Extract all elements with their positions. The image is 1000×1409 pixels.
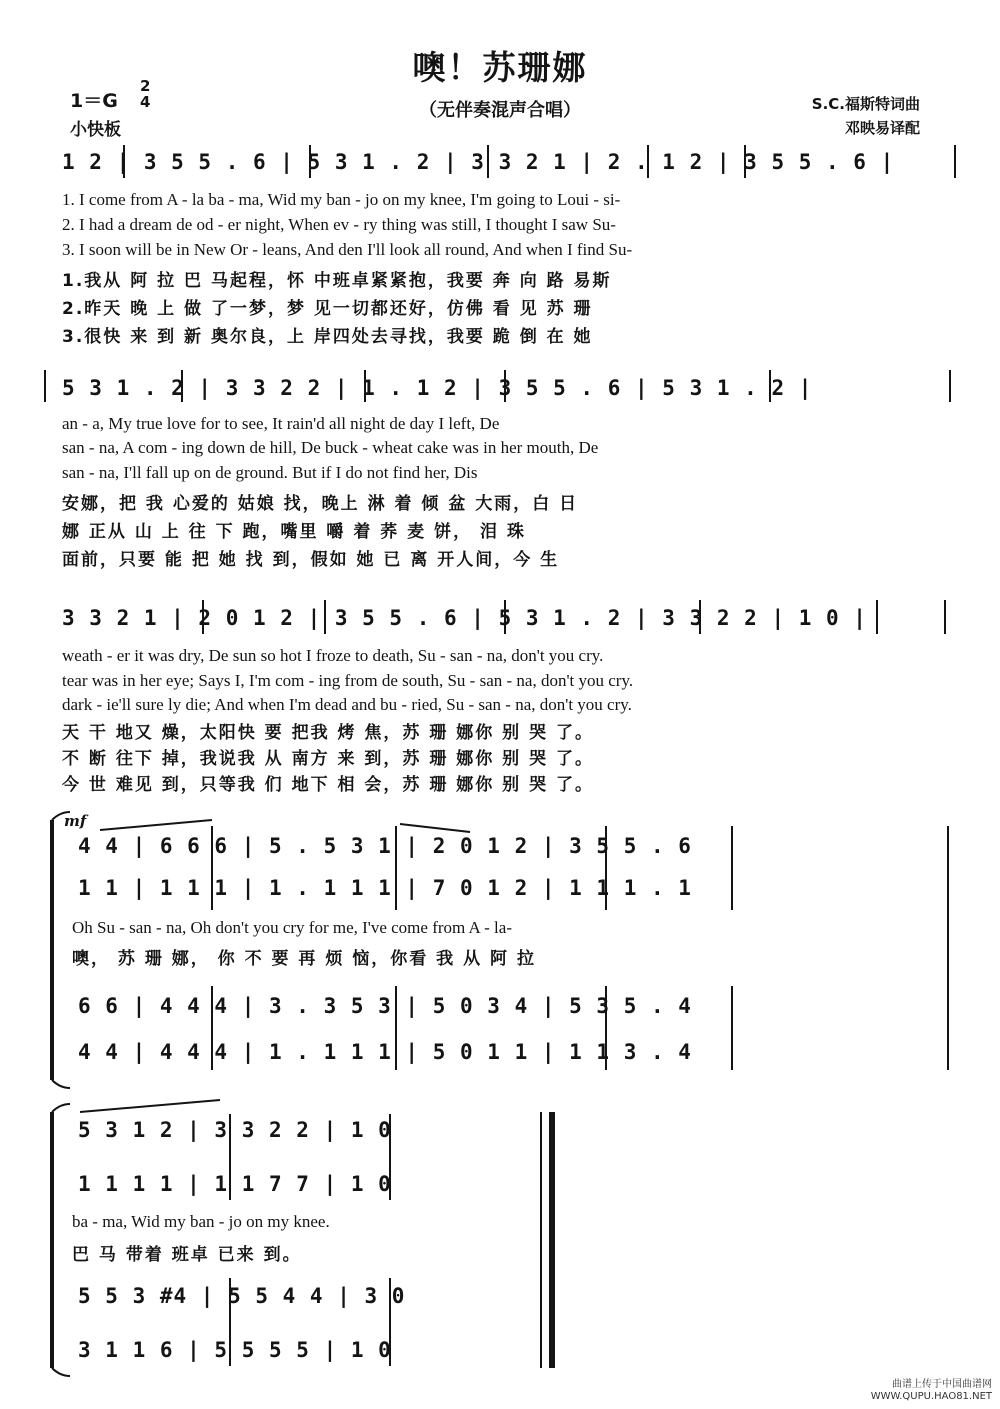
tenor-part: 5 5 3 #4 | 5 5 4 4 | 3 0	[78, 1284, 406, 1308]
notation-row: 1 2 | 3 5 5 . 6 | 5 3 1 . 2 | 3 3 2 1 | 2 . 1 2 | 3 5 5 . 6 |	[62, 150, 895, 174]
lyrics-verse-3: 3. I soon will be in New Or - leans, And den I'll look all round, And when I find Su-	[62, 240, 633, 259]
notation-row: 5 3 1 . 2 | 3 3 2 2 | 1 . 1 2 | 3 5 5 . 6 | 5 3 1 . 2 |	[62, 376, 813, 400]
composer-credit: S.C.福斯特词曲	[811, 95, 920, 113]
notation-row: 3 3 2 1 | 2 0 1 2 | 3 5 5 . 6 | 5 3 1 . 2 | 3 3 2 2 | 1 0 |	[62, 606, 867, 630]
song-title: 噢！苏珊娜	[412, 48, 588, 87]
chinese-lyrics-2: 不 断 往下 掉，我说我 从 南方 来 到，苏 珊 娜你 别 哭 了。	[62, 749, 595, 769]
lyrics-verse-3: san - na, I'll fall up on de ground. But if I do not find her, Dis	[62, 463, 478, 482]
watermark-footer	[871, 1379, 992, 1403]
lyrics-verse-2: 2. I had a dream de od - er night, When ev - ry thing was still, I thought I saw Su-	[62, 215, 616, 234]
song-subtitle: （无伴奏混声合唱）	[419, 100, 581, 121]
alto-part: 1 1 | 1 1 1 | 1 . 1 1 1 | 7 0 1 2 | 1 1 1 . 1	[78, 876, 692, 900]
watermark-line-1: 曲谱上传于中国曲谱网	[892, 1379, 992, 1390]
key-signature: 1＝G	[70, 90, 118, 112]
lyrics-verse-2: san - na, A com - ing down de hill, De buck - wheat cake was in her mouth, De	[62, 438, 599, 457]
chinese-lyrics-3: 面前，只要 能 把 她 找 到，假如 她 已 离 开人间，今 生	[62, 550, 560, 570]
soprano-part: 5 3 1 2 | 3 3 2 2 | 1 0	[78, 1118, 392, 1142]
chinese-lyrics-3: 3.很快 来 到 新 奥尔良，上 岸四处去寻找，我要 跪 倒 在 她	[62, 327, 593, 347]
barlines-system-2	[45, 370, 950, 402]
arranger-credit: 邓映易译配	[844, 119, 920, 137]
watermark-line-2: WWW.QUPU.HAO81.NET	[870, 1391, 992, 1402]
chinese-lyrics-3: 今 世 难见 到，只等我 们 地下 相 会，苏 珊 娜你 别 哭 了。	[62, 775, 595, 795]
alto-part: 1 1 1 1 | 1 1 7 7 | 1 0	[78, 1172, 392, 1196]
time-signature-bottom: 4	[140, 93, 151, 111]
tempo-marking: 小快板	[70, 120, 121, 140]
english-lyrics: Oh Su - san - na, Oh don't you cry for me, I've come from A - la-	[72, 918, 512, 937]
chinese-lyrics-1: 1.我从 阿 拉 巴 马起程，怀 中班卓紧紧抱，我要 奔 向 路 易斯	[62, 271, 612, 291]
soprano-part: 4 4 | 6 6 6 | 5 . 5 3 1 | 2 0 1 2 | 3 5 5 . 6	[78, 834, 692, 858]
english-lyrics: ba - ma, Wid my ban - jo on my knee.	[72, 1212, 330, 1231]
barlines-system-1	[124, 145, 955, 178]
bass-part: 3 1 1 6 | 5 5 5 5 | 1 0	[78, 1338, 392, 1362]
lyrics-verse-1: an - a, My true love for to see, It rain'd all night de day I left, De	[62, 414, 500, 433]
chinese-lyrics: 巴 马 带着 班卓 已来 到。	[72, 1245, 302, 1265]
dynamic-marking: mf	[64, 812, 87, 830]
tenor-part: 6 6 | 4 4 4 | 3 . 3 5 3 | 5 0 3 4 | 5 3 5 . 4	[78, 994, 692, 1018]
bass-part: 4 4 | 4 4 4 | 1 . 1 1 1 | 5 0 1 1 | 1 1 3 . 4	[78, 1040, 692, 1064]
barlines-system-3	[203, 600, 945, 634]
chinese-lyrics-1: 安娜，把 我 心爱的 姑娘 找，晚上 淋 着 倾 盆 大雨，白 日	[62, 494, 579, 514]
time-signature-top: 2	[140, 77, 151, 95]
lyrics-verse-2: tear was in her eye; Says I, I'm com - ing from de south, Su - san - na, don't you cry.	[62, 671, 634, 690]
lyrics-verse-3: dark - ie'll sure ly die; And when I'm dead and bu - ried, Su - san - na, don't you cry.	[62, 695, 632, 714]
chinese-lyrics-2: 娜 正从 山 上 往 下 跑，嘴里 嚼 着 荞 麦 饼， 泪 珠	[62, 522, 526, 542]
chinese-lyrics-2: 2.昨天 晚 上 做 了一梦，梦 见一切都还好，仿佛 看 见 苏 珊	[62, 299, 593, 319]
choral-bracket-system-5	[52, 1100, 552, 1376]
lyrics-verse-1: weath - er it was dry, De sun so hot I froze to death, Su - san - na, don't you cry.	[62, 646, 604, 665]
chinese-lyrics-1: 天 干 地又 燥，太阳快 要 把我 烤 焦，苏 珊 娜你 别 哭 了。	[62, 723, 595, 743]
choral-bracket-system-4	[52, 812, 948, 1088]
chinese-lyrics: 噢， 苏 珊 娜， 你 不 要 再 烦 恼，你看 我 从 阿 拉	[72, 949, 536, 969]
lyrics-verse-1: 1. I come from A - la ba - ma, Wid my ban - jo on my knee, I'm going to Loui - si-	[62, 190, 621, 209]
